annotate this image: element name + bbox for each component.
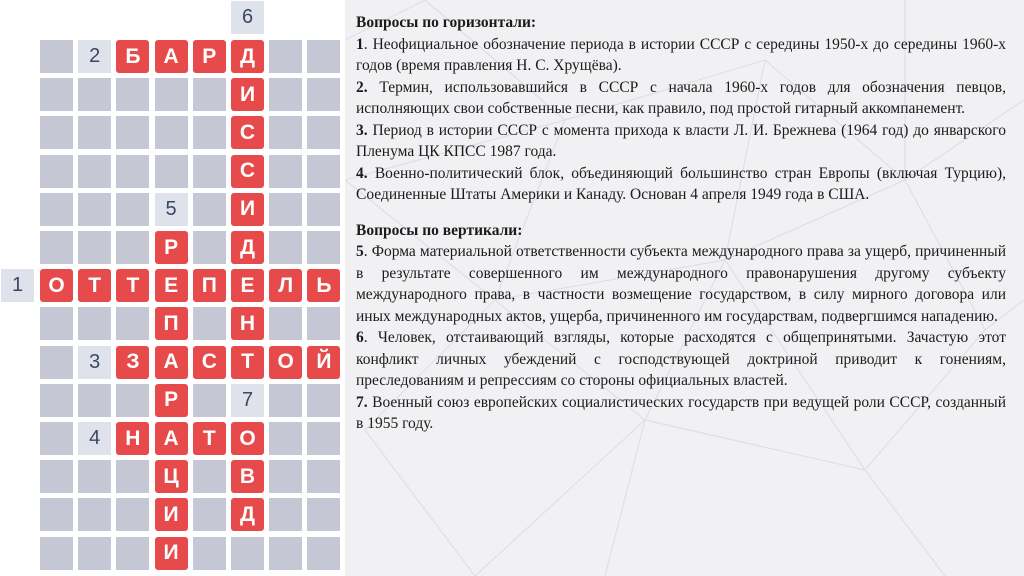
question-text: Форма материальной ответственности субъекта международного права за ущерб, причиненный в результате совершенного им международного правонарушения другому субъекту международного права, в частности возмещение государством, в силу мирного договора или иных международных актов, ущерба, причиненного им государствам, подвергшимся нападению. bbox=[356, 243, 1006, 325]
letter-cell: Й bbox=[307, 346, 340, 379]
empty-cell bbox=[78, 155, 111, 188]
empty-cell bbox=[155, 116, 188, 149]
letter-cell: И bbox=[155, 498, 188, 531]
empty-cell bbox=[193, 193, 226, 226]
empty-cell bbox=[78, 193, 111, 226]
empty-cell bbox=[269, 498, 302, 531]
empty-cell bbox=[307, 460, 340, 493]
empty-cell bbox=[307, 155, 340, 188]
empty-cell bbox=[40, 231, 73, 264]
letter-cell: Н bbox=[116, 422, 149, 455]
empty-cell bbox=[116, 193, 149, 226]
clue-number-2: 2 bbox=[78, 40, 111, 73]
empty-cell bbox=[307, 78, 340, 111]
question-separator: . bbox=[363, 329, 378, 346]
empty-cell bbox=[40, 40, 73, 73]
empty-cell bbox=[116, 537, 149, 570]
question-number: 1 bbox=[356, 35, 364, 53]
clue-number-1: 1 bbox=[1, 269, 34, 302]
letter-cell: Т bbox=[116, 269, 149, 302]
empty-cell bbox=[116, 231, 149, 264]
question-text: Период в истории СССР с момента прихода к власти Л. И. Брежнева (1964 год) до январского Пленума ЦК КПСС 1987 года. bbox=[356, 121, 1007, 160]
empty-cell bbox=[269, 40, 302, 73]
empty-cell bbox=[116, 498, 149, 531]
empty-cell bbox=[40, 460, 73, 493]
crossword-grid bbox=[0, 0, 345, 576]
letter-cell: Р bbox=[155, 384, 188, 417]
across-title: Вопросы по горизонтали: bbox=[356, 14, 537, 31]
empty-cell bbox=[193, 116, 226, 149]
down-title: Вопросы по вертикали: bbox=[356, 221, 523, 239]
empty-cell bbox=[40, 422, 73, 455]
question-separator: . bbox=[363, 243, 372, 260]
letter-cell: И bbox=[231, 193, 264, 226]
letter-cell: Ц bbox=[155, 460, 188, 493]
empty-cell bbox=[269, 155, 302, 188]
empty-cell bbox=[269, 307, 302, 340]
letter-cell: Р bbox=[155, 231, 188, 264]
letter-cell: Ь bbox=[307, 269, 340, 302]
clue-number-3: 3 bbox=[78, 346, 111, 379]
letter-cell: А bbox=[155, 346, 188, 379]
clue-number-4: 4 bbox=[78, 422, 111, 455]
letter-cell: Р bbox=[193, 40, 226, 73]
letter-cell: Т bbox=[78, 269, 111, 302]
question-item bbox=[356, 392, 1006, 435]
letter-cell: П bbox=[155, 307, 188, 340]
empty-cell bbox=[307, 193, 340, 226]
empty-cell bbox=[307, 40, 340, 73]
letter-cell: П bbox=[193, 269, 226, 302]
empty-cell bbox=[269, 193, 302, 226]
letter-cell: В bbox=[231, 460, 264, 493]
empty-cell bbox=[193, 231, 226, 264]
letter-cell: Е bbox=[155, 269, 188, 302]
question-text: Военный союз европейских социалистических государств при ведущей роли СССР, созданный в 1955 году. bbox=[356, 393, 1007, 432]
question-item bbox=[356, 241, 1006, 327]
empty-cell bbox=[307, 498, 340, 531]
question-number: 7. bbox=[356, 393, 368, 411]
empty-cell bbox=[40, 346, 73, 379]
empty-cell bbox=[307, 231, 340, 264]
empty-cell bbox=[269, 460, 302, 493]
empty-cell bbox=[40, 116, 73, 149]
empty-cell bbox=[78, 116, 111, 149]
empty-cell bbox=[231, 537, 264, 570]
questions-panel bbox=[345, 0, 1024, 576]
empty-cell bbox=[40, 78, 73, 111]
empty-cell bbox=[269, 384, 302, 417]
empty-cell bbox=[40, 498, 73, 531]
question-separator bbox=[368, 79, 380, 96]
empty-cell bbox=[78, 307, 111, 340]
question-number: 5 bbox=[356, 243, 364, 260]
question-text: Человек, отстаивающий взгляды, которые расходятся с общепринятыми. Зачастую этот конфликт личных убеждений с господствующей доктриной приводит к гонениям, преследованиям и репрессиям со стороны официальных властей. bbox=[356, 329, 1006, 389]
letter-cell: А bbox=[155, 422, 188, 455]
question-number: 6 bbox=[356, 329, 364, 346]
letter-cell: Л bbox=[269, 269, 302, 302]
question-separator: . bbox=[363, 35, 373, 53]
question-item bbox=[356, 77, 1006, 120]
empty-cell bbox=[116, 155, 149, 188]
question-text: Военно-политический блок, объединяющий большинство стран Европы (включая Турцию), Соединенные Штаты Америки и Канаду. Основан 4 апреля 1949 года в США. bbox=[356, 164, 1007, 203]
empty-cell bbox=[193, 307, 226, 340]
empty-cell bbox=[193, 384, 226, 417]
letter-cell: Б bbox=[116, 40, 149, 73]
question-item bbox=[356, 327, 1006, 392]
empty-cell bbox=[193, 498, 226, 531]
letter-cell: Е bbox=[231, 269, 264, 302]
letter-cell: Н bbox=[231, 307, 264, 340]
question-number: 4. bbox=[356, 164, 368, 182]
empty-cell bbox=[78, 384, 111, 417]
empty-cell bbox=[269, 231, 302, 264]
letter-cell: И bbox=[155, 537, 188, 570]
empty-cell bbox=[269, 78, 302, 111]
question-separator bbox=[368, 165, 375, 182]
clue-number-5: 5 bbox=[155, 193, 188, 226]
empty-cell bbox=[78, 537, 111, 570]
empty-cell bbox=[40, 307, 73, 340]
empty-cell bbox=[116, 78, 149, 111]
letter-cell: И bbox=[231, 78, 264, 111]
question-item bbox=[356, 163, 1006, 206]
empty-cell bbox=[155, 155, 188, 188]
empty-cell bbox=[40, 537, 73, 570]
question-text: Термин, использовавшийся в СССР с начала 1960-х годов для обозначения певцов, исполняющих свои собственные песни, как правило, под простой гитарный аккомпанемент. bbox=[356, 78, 1007, 117]
empty-cell bbox=[193, 460, 226, 493]
empty-cell bbox=[116, 307, 149, 340]
empty-cell bbox=[307, 422, 340, 455]
question-number: 2. bbox=[356, 78, 368, 96]
empty-cell bbox=[269, 116, 302, 149]
empty-cell bbox=[193, 537, 226, 570]
empty-cell bbox=[307, 384, 340, 417]
empty-cell bbox=[78, 78, 111, 111]
empty-cell bbox=[307, 537, 340, 570]
empty-cell bbox=[269, 537, 302, 570]
letter-cell: Т bbox=[193, 422, 226, 455]
empty-cell bbox=[116, 116, 149, 149]
empty-cell bbox=[40, 155, 73, 188]
letter-cell: Д bbox=[231, 40, 264, 73]
letter-cell: О bbox=[40, 269, 73, 302]
question-item bbox=[356, 34, 1006, 77]
question-item bbox=[356, 120, 1006, 163]
empty-cell bbox=[193, 78, 226, 111]
empty-cell bbox=[307, 307, 340, 340]
clue-number-6: 6 bbox=[231, 1, 264, 34]
letter-cell: З bbox=[116, 346, 149, 379]
letter-cell: С bbox=[231, 155, 264, 188]
empty-cell bbox=[78, 231, 111, 264]
empty-cell bbox=[116, 460, 149, 493]
letter-cell: О bbox=[231, 422, 264, 455]
letter-cell: А bbox=[155, 40, 188, 73]
letter-cell: Д bbox=[231, 231, 264, 264]
empty-cell bbox=[307, 116, 340, 149]
letter-cell: С bbox=[193, 346, 226, 379]
letter-cell: С bbox=[231, 116, 264, 149]
letter-cell: Д bbox=[231, 498, 264, 531]
letter-cell: Т bbox=[231, 346, 264, 379]
empty-cell bbox=[269, 422, 302, 455]
question-number: 3. bbox=[356, 121, 368, 139]
empty-cell bbox=[78, 498, 111, 531]
empty-cell bbox=[193, 155, 226, 188]
clue-number-7: 7 bbox=[231, 384, 264, 417]
empty-cell bbox=[116, 384, 149, 417]
empty-cell bbox=[40, 384, 73, 417]
empty-cell bbox=[40, 193, 73, 226]
empty-cell bbox=[155, 78, 188, 111]
empty-cell bbox=[78, 460, 111, 493]
letter-cell: О bbox=[269, 346, 302, 379]
question-text: Неофициальное обозначение периода в истории СССР с середины 1950-х до середины 1960-х годов (время правления Н. С. Хрущёва). bbox=[356, 35, 1006, 74]
